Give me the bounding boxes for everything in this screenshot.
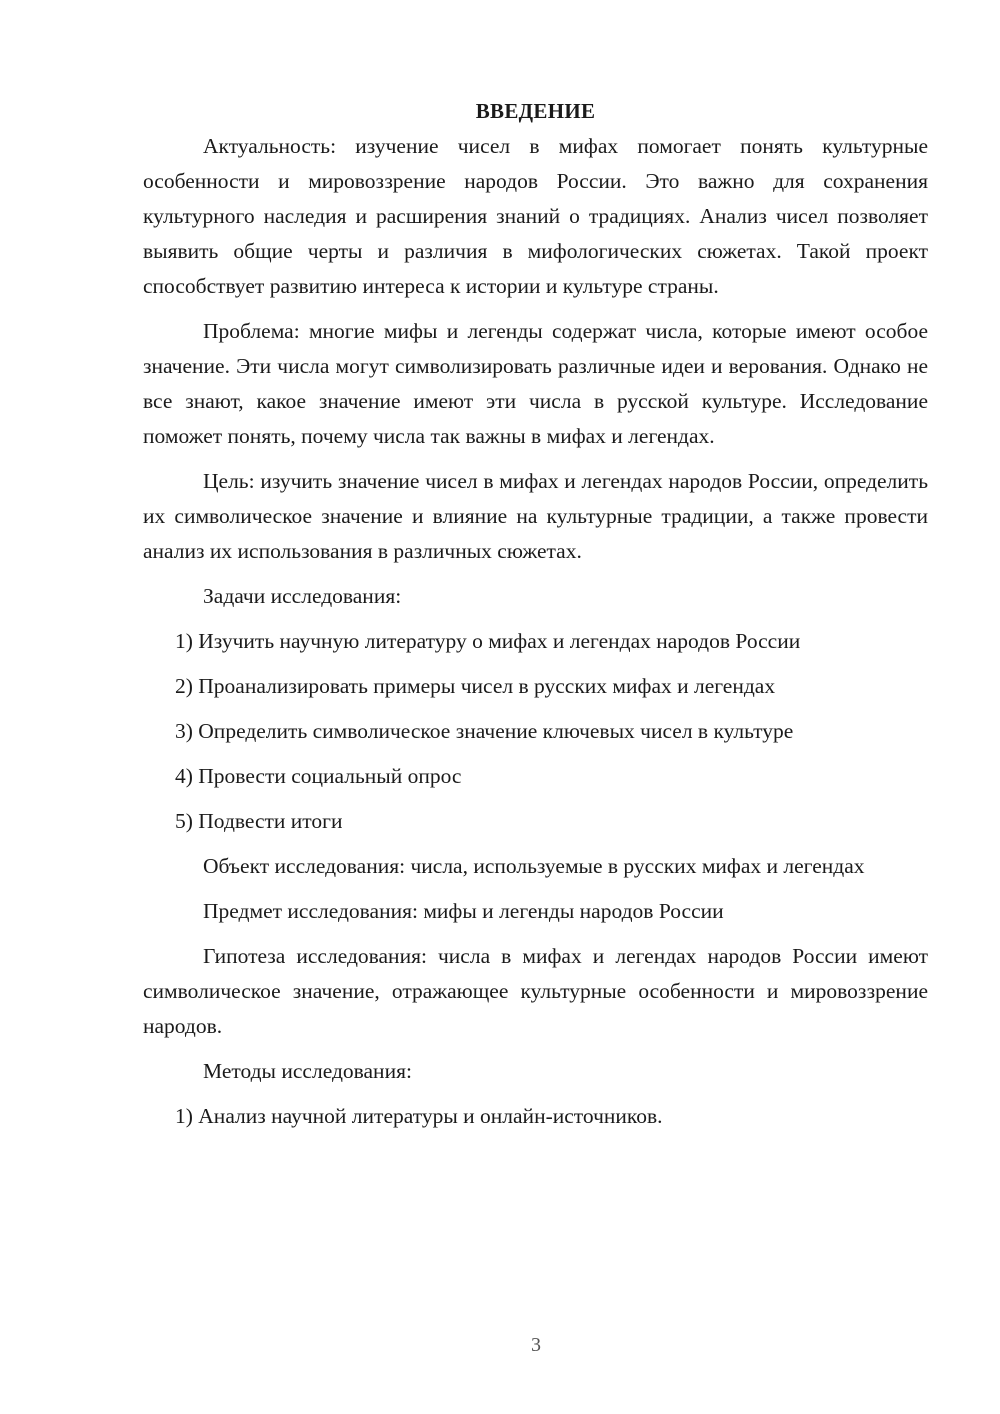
methods-heading: Методы исследования: xyxy=(203,1059,412,1083)
subject-paragraph: Предмет исследования: мифы и легенды народов России xyxy=(203,899,724,923)
section-title: ВВЕДЕНИЕ xyxy=(475,99,596,123)
task-item-5: 5) Подвести итоги xyxy=(175,809,343,833)
object-paragraph: Объект исследования: числа, используемые в русских мифах и легендах xyxy=(203,854,865,878)
hypothesis-paragraph: Гипотеза исследования: числа в мифах и легендах народов России имеют символическое значение, отражающее культурные особенности и мировоззрение народов. xyxy=(143,944,928,1038)
problem-paragraph: Проблема: многие мифы и легенды содержат числа, которые имеют особое значение. Эти числа могут символизировать различные идеи и верования. Однако не все знают, какое значение имеют эти числа в русской культуре. Исследование поможет понять, почему числа так важны в мифах и легендах. xyxy=(143,319,928,448)
task-item-4: 4) Провести социальный опрос xyxy=(175,764,462,788)
document-body xyxy=(143,94,928,1144)
goal-paragraph: Цель: изучить значение чисел в мифах и легендах народов России, определить их символическое значение и влияние на культурные традиции, а также провести анализ их использования в различных сюжетах. xyxy=(143,469,928,563)
relevance-paragraph: Актуальность: изучение чисел в мифах помогает понять культурные особенности и мировоззрение народов России. Это важно для сохранения культурного наследия и расширения знаний о традициях. Анализ чисел позволяет выявить общие черты и различия в мифологических сюжетах. Такой проект способствует развитию интереса к истории и культуре страны. xyxy=(143,134,928,298)
task-item-2: 2) Проанализировать примеры чисел в русских мифах и легендах xyxy=(175,674,776,698)
tasks-list xyxy=(143,624,928,839)
method-item-1: 1) Анализ научной литературы и онлайн-источников. xyxy=(175,1104,663,1128)
task-item-1: 1) Изучить научную литературу о мифах и легендах народов России xyxy=(175,629,801,653)
methods-list xyxy=(143,1099,928,1134)
tasks-heading: Задачи исследования: xyxy=(203,584,402,608)
task-item-3: 3) Определить символическое значение ключевых чисел в культуре xyxy=(175,719,794,743)
page-number: 3 xyxy=(531,1334,541,1356)
